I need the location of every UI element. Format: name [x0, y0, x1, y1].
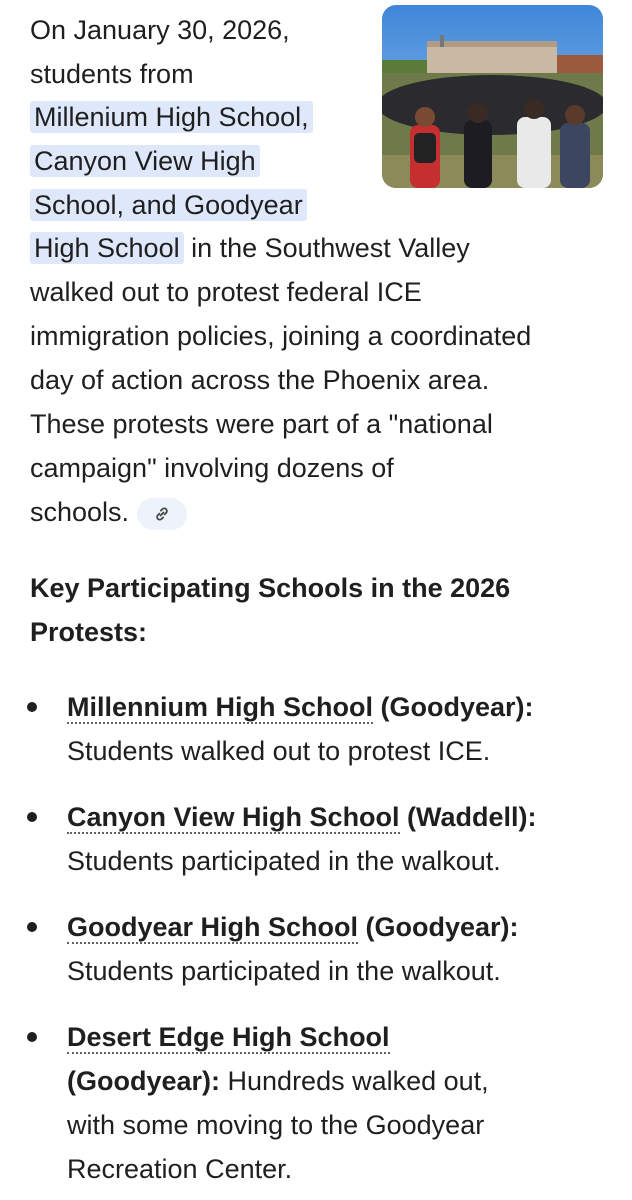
protest-photo — [382, 5, 603, 188]
school-link-goodyear[interactable]: Goodyear High School — [67, 912, 359, 942]
intro-rest-line-2: walked out to protest federal ICE — [30, 277, 422, 307]
list-item — [0, 685, 632, 773]
school-location: (Goodyear): — [67, 1066, 221, 1096]
school-description: Hundreds walked out, — [220, 1066, 489, 1096]
bullet-dot — [27, 702, 37, 712]
intro-line-1: On January 30, 2026, — [30, 15, 290, 45]
school-link-desert-edge[interactable]: Desert Edge High School — [67, 1022, 390, 1052]
school-description: Students participated in the walkout. — [67, 956, 501, 986]
highlight-line-4[interactable]: High School — [30, 232, 184, 264]
highlight-line-1[interactable]: Millenium High School, — [30, 101, 313, 133]
intro-opening — [30, 8, 375, 96]
highlight-line-2[interactable]: Canyon View High — [30, 145, 260, 177]
highlight-line-3[interactable]: School, and Goodyear — [30, 189, 307, 221]
list-item — [0, 905, 632, 993]
heading-line-1: Key Participating Schools in the 2026 — [30, 573, 511, 603]
list-item — [0, 795, 632, 883]
protest-photo-thumbnail[interactable] — [382, 5, 603, 188]
intro-rest-line-4: day of action across the Phoenix area. — [30, 365, 490, 395]
heading-line-2: Protests: — [30, 617, 148, 647]
school-location: (Goodyear): — [373, 692, 534, 722]
link-icon — [153, 505, 171, 523]
bullet-dot — [27, 922, 37, 932]
school-description: Students walked out to protest ICE. — [67, 736, 491, 766]
highlighted-schools[interactable] — [30, 95, 370, 227]
intro-line-2: students from — [30, 59, 194, 89]
intro-body — [30, 226, 620, 534]
school-description-line-2: with some moving to the Goodyear — [67, 1110, 485, 1140]
school-location: (Goodyear): — [358, 912, 519, 942]
school-link-millennium[interactable]: Millennium High School — [67, 692, 373, 722]
intro-rest-line-3: immigration policies, joining a coordinated — [30, 321, 532, 351]
intro-rest-line-7: schools. — [30, 497, 130, 527]
school-location: (Waddell): — [399, 802, 537, 832]
section-heading — [30, 566, 610, 654]
school-link-canyon-view[interactable]: Canyon View High School — [67, 802, 400, 832]
intro-rest-line-6: campaign" involving dozens of — [30, 453, 394, 483]
school-description: Students participated in the walkout. — [67, 846, 501, 876]
list-item — [0, 1015, 632, 1191]
source-link-chip[interactable] — [137, 498, 187, 530]
intro-rest-line-5: These protests were part of a "national — [30, 409, 493, 439]
intro-rest-line-1: in the Southwest Valley — [183, 233, 470, 263]
bullet-dot — [27, 812, 37, 822]
bullet-dot — [27, 1032, 37, 1042]
school-description-line-3: Recreation Center. — [67, 1154, 293, 1184]
